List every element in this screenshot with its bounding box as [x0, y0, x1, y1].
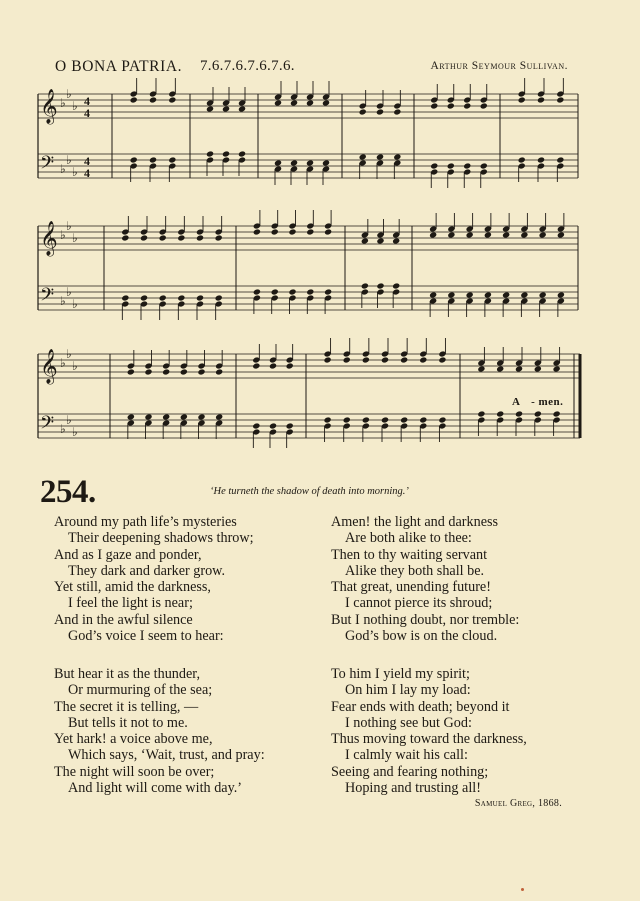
note-head — [324, 416, 332, 423]
verse-line: The night will soon be over; — [54, 763, 215, 780]
verse-line: God’s bow is on the cloud. — [345, 628, 498, 645]
epigraph: ‘He turneth the shadow of death into morning.’ — [210, 486, 409, 497]
note-head — [215, 368, 223, 375]
note-head — [322, 99, 330, 106]
note-head — [140, 234, 148, 241]
time-signature: 4 — [84, 154, 90, 168]
note-head — [419, 416, 427, 423]
time-signature: 4 — [84, 94, 90, 108]
note-head — [288, 228, 296, 235]
flat-icon: ♭ — [66, 285, 72, 299]
note-head — [361, 282, 369, 289]
note-head — [215, 294, 223, 301]
verse-line: Thus moving toward the darkness, — [331, 731, 527, 748]
note-head — [376, 108, 384, 115]
note-head — [430, 102, 438, 109]
author-credit: Samuel Greg, 1868. — [474, 798, 562, 809]
flat-icon: ♭ — [60, 96, 66, 110]
note-head — [140, 294, 148, 301]
note-head — [322, 159, 330, 166]
bass-clef-icon: 𝄢 — [40, 413, 55, 438]
note-head — [429, 291, 437, 298]
verse-line: And light will come with day.’ — [68, 780, 243, 797]
note-head — [419, 356, 427, 363]
note-head — [127, 413, 135, 420]
amen-syllable-1: A — [512, 396, 520, 408]
note-head — [324, 228, 332, 235]
flat-icon: ♭ — [72, 297, 78, 311]
verse-line: Yet hark! a voice above me, — [54, 731, 213, 748]
verse-line: Then to thy waiting servant — [331, 546, 488, 563]
note-head — [381, 356, 389, 363]
verse-line: Their deepening shadows throw; — [68, 530, 254, 547]
note-head — [274, 99, 282, 106]
note-head — [196, 234, 204, 241]
verse-line: Fear ends with death; beyond it — [331, 698, 510, 715]
flat-icon: ♭ — [66, 219, 72, 233]
note-head — [392, 237, 400, 244]
note-head — [518, 156, 526, 163]
verse-line: I calmly wait his call: — [345, 747, 468, 764]
hymn-number: 254. — [40, 474, 96, 510]
note-head — [430, 162, 438, 169]
verse-line: Amen! the light and darkness — [331, 514, 499, 530]
verse-line: Yet still, amid the darkness, — [54, 579, 211, 596]
note-head — [306, 288, 314, 295]
note-head — [324, 288, 332, 295]
note-head — [400, 416, 408, 423]
note-head — [502, 231, 510, 238]
note-head — [222, 105, 230, 112]
note-head — [400, 356, 408, 363]
note-head — [539, 291, 547, 298]
note-head — [271, 228, 279, 235]
note-head — [288, 288, 296, 295]
note-head — [238, 150, 246, 157]
note-head — [515, 410, 523, 417]
verse-line: Hoping and trusting all! — [345, 780, 481, 797]
note-head — [362, 416, 370, 423]
note-head — [376, 282, 384, 289]
note-head — [130, 156, 138, 163]
note-head — [215, 413, 223, 420]
note-head — [447, 162, 455, 169]
note-head — [253, 288, 261, 295]
note-head — [362, 356, 370, 363]
note-head — [290, 159, 298, 166]
note-head — [215, 234, 223, 241]
verse-line: But I nothing doubt, nor tremble: — [331, 611, 520, 628]
verse-line: Seeing and fearing nothing; — [331, 763, 489, 780]
music-system-3 — [38, 338, 580, 448]
note-head — [520, 291, 528, 298]
note-head — [196, 294, 204, 301]
note-head — [466, 291, 474, 298]
note-head — [290, 99, 298, 106]
note-head — [168, 156, 176, 163]
meter: 7.6.7.6.7.6.7.6. — [200, 58, 295, 74]
flat-icon: ♭ — [66, 347, 72, 361]
composer: Arthur Seymour Sullivan. — [430, 60, 568, 72]
note-head — [361, 237, 369, 244]
verse-line: I cannot pierce its shroud; — [345, 595, 493, 612]
note-head — [238, 105, 246, 112]
flat-icon: ♭ — [66, 153, 72, 167]
stanza-3 — [331, 514, 519, 644]
verse-line: I nothing see but God: — [345, 714, 472, 731]
note-head — [306, 99, 314, 106]
verse-line: But hear it as the thunder, — [54, 666, 200, 682]
note-head — [206, 105, 214, 112]
treble-clef-icon: 𝄞 — [40, 89, 58, 124]
note-head — [127, 368, 135, 375]
note-head — [286, 362, 294, 369]
note-head — [480, 162, 488, 169]
flat-icon: ♭ — [72, 99, 78, 113]
note-head — [496, 365, 504, 372]
note-head — [518, 96, 526, 103]
flat-icon: ♭ — [60, 294, 66, 308]
verse-line: I feel the light is near; — [68, 595, 193, 612]
bass-clef-icon: 𝄢 — [40, 153, 55, 178]
flat-icon: ♭ — [72, 359, 78, 373]
note-head — [537, 96, 545, 103]
note-head — [447, 102, 455, 109]
note-head — [534, 365, 542, 372]
amen-syllable-2: - men. — [531, 396, 564, 408]
verse-line: Or murmuring of the sea; — [68, 682, 213, 699]
verse-line: The secret it is telling, — — [54, 698, 199, 715]
note-head — [121, 234, 129, 241]
note-head — [537, 156, 545, 163]
note-head — [197, 368, 205, 375]
note-head — [197, 413, 205, 420]
treble-clef-icon: 𝄞 — [40, 349, 58, 384]
note-head — [253, 228, 261, 235]
note-head — [168, 96, 176, 103]
note-head — [480, 102, 488, 109]
note-head — [376, 153, 384, 160]
flat-icon: ♭ — [72, 165, 78, 179]
verse-line: They dark and darker grow. — [68, 562, 226, 579]
time-signature: 4 — [84, 166, 90, 180]
note-head — [159, 234, 167, 241]
note-head — [376, 237, 384, 244]
note-head — [252, 362, 260, 369]
bass-clef-icon: 𝄢 — [40, 285, 55, 310]
note-head — [534, 410, 542, 417]
treble-clef-icon: 𝄞 — [40, 221, 58, 256]
note-head — [515, 365, 523, 372]
note-head — [343, 356, 351, 363]
note-head — [477, 365, 485, 372]
note-head — [269, 422, 277, 429]
flat-icon: ♭ — [60, 422, 66, 436]
note-head — [144, 413, 152, 420]
note-head — [484, 291, 492, 298]
note-head — [177, 294, 185, 301]
verse-line: To him I yield my spirit; — [331, 666, 470, 682]
note-head — [252, 422, 260, 429]
note-head — [463, 162, 471, 169]
note-head — [343, 416, 351, 423]
note-head — [438, 356, 446, 363]
note-head — [557, 231, 565, 238]
flat-icon: ♭ — [72, 425, 78, 439]
flat-icon: ♭ — [60, 162, 66, 176]
note-head — [381, 416, 389, 423]
music-system-1 — [38, 78, 578, 188]
note-head — [466, 231, 474, 238]
note-head — [392, 282, 400, 289]
note-head — [496, 410, 504, 417]
music-system-2 — [38, 210, 578, 320]
note-head — [553, 410, 561, 417]
note-head — [206, 150, 214, 157]
verse-line: Are both alike to thee: — [345, 530, 472, 547]
verse-line: That great, unending future! — [331, 579, 491, 596]
note-head — [359, 153, 367, 160]
note-head — [463, 102, 471, 109]
note-head — [180, 413, 188, 420]
note-head — [149, 156, 157, 163]
stanza-1 — [54, 514, 254, 644]
note-head — [286, 422, 294, 429]
note-head — [359, 108, 367, 115]
verse-line: And as I gaze and ponder, — [54, 546, 202, 563]
verse-line: But tells it not to me. — [68, 714, 188, 731]
note-head — [271, 288, 279, 295]
note-head — [324, 356, 332, 363]
stanza-2 — [54, 666, 265, 796]
flat-icon: ♭ — [66, 87, 72, 101]
note-head — [539, 231, 547, 238]
note-head — [269, 362, 277, 369]
note-head — [162, 368, 170, 375]
page-mark — [521, 888, 524, 891]
note-head — [306, 228, 314, 235]
amen-lyrics — [512, 396, 563, 408]
note-head — [393, 108, 401, 115]
note-head — [222, 150, 230, 157]
note-head — [130, 96, 138, 103]
note-head — [447, 231, 455, 238]
note-head — [556, 156, 564, 163]
note-head — [438, 416, 446, 423]
note-head — [274, 159, 282, 166]
stanza-4 — [331, 666, 527, 796]
note-head — [502, 291, 510, 298]
note-head — [306, 159, 314, 166]
flat-icon: ♭ — [66, 413, 72, 427]
flat-icon: ♭ — [72, 231, 78, 245]
note-head — [149, 96, 157, 103]
note-head — [520, 231, 528, 238]
note-head — [162, 413, 170, 420]
time-signature: 4 — [84, 106, 90, 120]
note-head — [393, 153, 401, 160]
verse-line: On him I lay my load: — [345, 682, 471, 699]
note-head — [177, 234, 185, 241]
note-head — [121, 294, 129, 301]
verse-line: And in the awful silence — [54, 611, 193, 628]
note-head — [429, 231, 437, 238]
note-head — [159, 294, 167, 301]
note-head — [447, 291, 455, 298]
note-head — [477, 410, 485, 417]
flat-icon: ♭ — [60, 228, 66, 242]
verse-line: Alike they both shall be. — [345, 562, 485, 579]
note-head — [556, 96, 564, 103]
note-head — [484, 231, 492, 238]
note-head — [144, 368, 152, 375]
verse-line: God’s voice I seem to hear: — [68, 628, 224, 645]
note-head — [553, 365, 561, 372]
verse-line: Which says, ‘Wait, trust, and pray: — [68, 747, 265, 764]
flat-icon: ♭ — [60, 356, 66, 370]
tune-name: O BONA PATRIA. — [55, 58, 183, 75]
note-head — [180, 368, 188, 375]
verse-line: Around my path life’s mysteries — [54, 514, 237, 530]
note-head — [557, 291, 565, 298]
